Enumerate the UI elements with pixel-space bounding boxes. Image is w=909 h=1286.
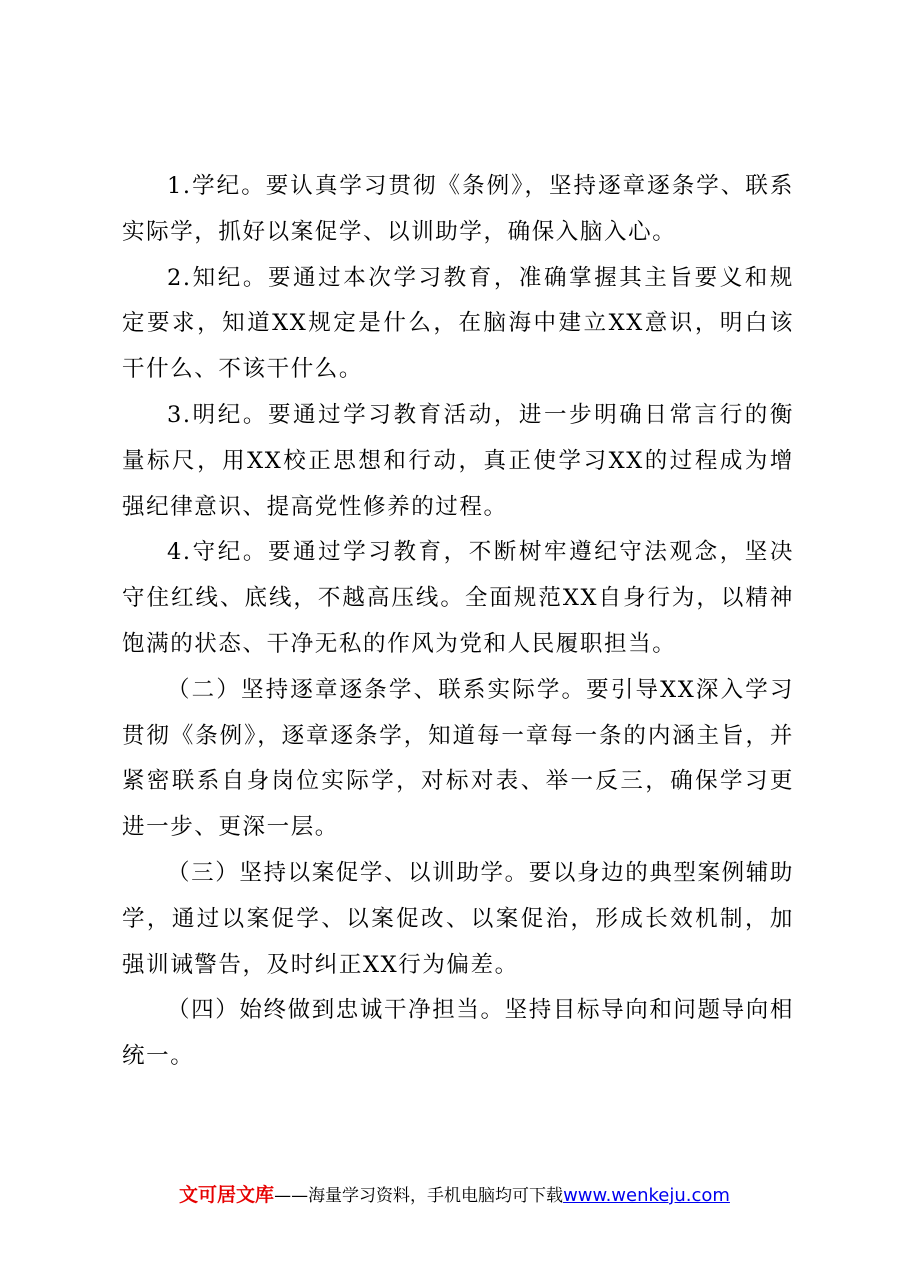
footer-brand: 文可居文库 [179,1184,275,1206]
footer-url-link[interactable]: www.wenkeju.com [563,1185,730,1206]
paragraph-section-four: （四）始终做到忠诚干净担当。坚持目标导向和问题导向相统一。 [122,997,794,1070]
paragraph-section-two: （二）坚持逐章逐条学、联系实际学。要引导XX深入学习贯彻《条例》，逐章逐条学，知道每一章每一条的内涵主旨，并紧密联系自身岗位实际学，对标对表、举一反三，确保学习更进一步、更深一层。 [122,676,794,841]
footer-dash: —— [274,1186,309,1206]
paragraph-study-discipline: 1.学纪。要认真学习贯彻《条例》，坚持逐章逐条学、联系实际学，抓好以案促学、以训助学，确保入脑入心。 [122,173,794,245]
paragraph-section-three: （三）坚持以案促学、以训助学。要以身边的典型案例辅助学，通过以案促学、以案促改、以案促治，形成长效机制，加强训诫警告，及时纠正XX行为偏差。 [122,859,794,978]
document-body [122,164,794,1080]
footer-banner [0,1180,909,1207]
paragraph-know-discipline: 2.知纪。要通过本次学习教育，准确掌握其主旨要义和规定要求，知道XX规定是什么，在脑海中建立XX意识，明白该干什么、不该干什么。 [122,264,794,383]
footer-slogan: 海量学习资料，手机电脑均可下载 [308,1186,564,1206]
paragraph-understand-discipline: 3.明纪。要通过学习教育活动，进一步明确日常言行的衡量标尺，用XX校正思想和行动，真正使学习XX的过程成为增强纪律意识、提高党性修养的过程。 [122,401,794,520]
paragraph-observe-discipline: 4.守纪。要通过学习教育，不断树牢遵纪守法观念，坚决守住红线、底线，不越高压线。全面规范XX自身行为，以精神饱满的状态、干净无私的作风为党和人民履职担当。 [122,539,794,657]
